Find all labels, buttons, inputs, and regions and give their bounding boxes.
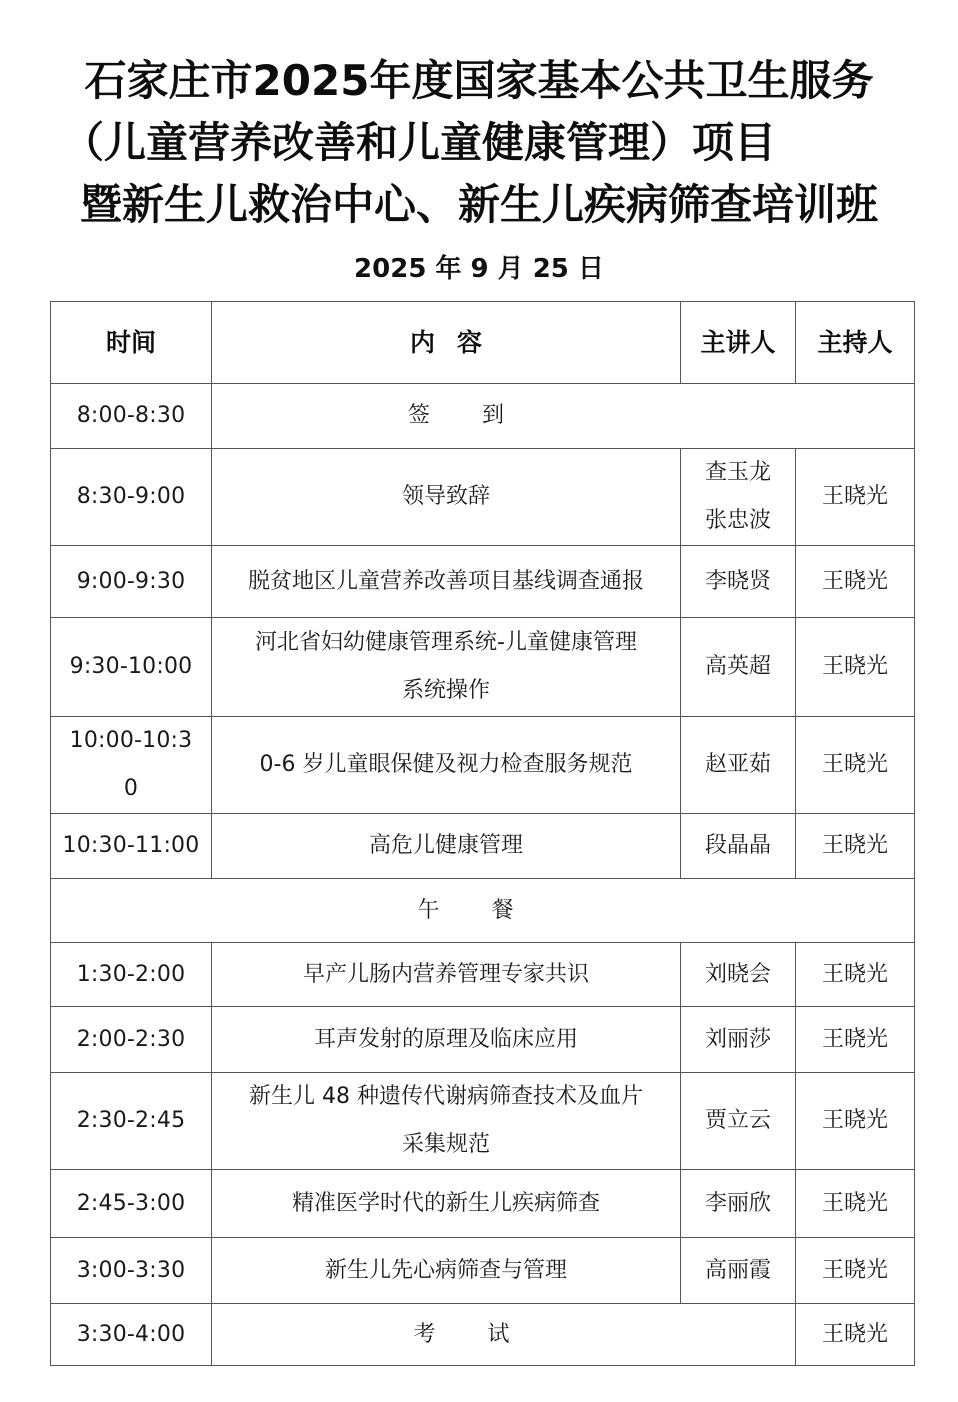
speaker-cell	[681, 449, 796, 546]
lunch-char-2: 餐	[491, 897, 514, 923]
host-cell: 王晓光	[796, 814, 915, 879]
table-row	[51, 1170, 915, 1238]
host-cell: 王晓光	[796, 1170, 915, 1238]
content-cell	[212, 618, 681, 717]
title-line-1: 石家庄市2025年度国家基本公共卫生服务	[84, 56, 874, 105]
exam-char-2: 试	[487, 1321, 510, 1347]
host-cell: 王晓光	[796, 1007, 915, 1073]
speaker-cell: 段晶晶	[681, 814, 796, 879]
header-content-char-1: 内	[409, 327, 435, 357]
speaker-cell: 高丽霞	[681, 1238, 796, 1304]
speaker-cell: 贾立云	[681, 1073, 796, 1170]
time-cell: 2:00-2:30	[51, 1007, 212, 1073]
content-cell: 脱贫地区儿童营养改善项目基线调查通报	[212, 546, 681, 618]
host-cell: 王晓光	[796, 943, 915, 1007]
host-cell: 王晓光	[796, 1304, 915, 1366]
content-cell: 精准医学时代的新生儿疾病筛查	[212, 1170, 681, 1238]
content-line-2: 采集规范	[401, 1132, 490, 1157]
time-cell: 10:30-11:00	[51, 814, 212, 879]
content-char-1: 签	[407, 403, 430, 428]
time-cell: 9:00-9:30	[51, 546, 212, 618]
header-content	[212, 302, 681, 384]
speaker-cell: 高英超	[681, 618, 796, 717]
time-cell: 8:30-9:00	[51, 449, 212, 546]
content-cell-signin	[212, 384, 915, 449]
document-date: 2025 年 9 月 25 日	[354, 254, 604, 284]
title-line-3: 暨新生儿救治中心、新生儿疾病筛查培训班	[79, 180, 878, 229]
time-cell: 2:30-2:45	[51, 1073, 212, 1170]
time-cell: 3:30-4:00	[51, 1304, 212, 1366]
time-cell: 2:45-3:00	[51, 1170, 212, 1238]
lunch-cell	[51, 879, 915, 943]
speaker-name: 查玉龙	[704, 460, 771, 485]
content-cell-exam	[212, 1304, 796, 1366]
speaker-cell: 李晓贤	[681, 546, 796, 618]
header-speaker: 主讲人	[681, 302, 796, 384]
speaker-cell: 刘晓会	[681, 943, 796, 1007]
content-cell: 高危儿健康管理	[212, 814, 681, 879]
table-row	[51, 1238, 915, 1304]
content-cell: 0-6 岁儿童眼保健及视力检查服务规范	[212, 717, 681, 814]
time-cell	[51, 717, 212, 814]
table-row	[51, 717, 915, 814]
host-cell: 王晓光	[796, 1073, 915, 1170]
content-line-2: 系统操作	[401, 678, 490, 703]
time-line-1: 10:00-10:3	[69, 728, 193, 753]
table-row	[51, 618, 915, 717]
host-cell: 王晓光	[796, 618, 915, 717]
table-row-exam	[51, 1304, 915, 1366]
content-cell	[212, 1073, 681, 1170]
content-cell: 新生儿先心病筛查与管理	[212, 1238, 681, 1304]
time-cell: 1:30-2:00	[51, 943, 212, 1007]
table-row	[51, 1073, 915, 1170]
lunch-char-1: 午	[417, 897, 440, 923]
table-row	[51, 814, 915, 879]
speaker-cell: 刘丽莎	[681, 1007, 796, 1073]
host-cell: 王晓光	[796, 717, 915, 814]
host-cell: 王晓光	[796, 449, 915, 546]
content-line-1: 河北省妇幼健康管理系统-儿童健康管理	[255, 630, 637, 655]
speaker-name: 张忠波	[704, 508, 771, 533]
time-cell: 8:00-8:30	[51, 384, 212, 449]
content-cell: 早产儿肠内营养管理专家共识	[212, 943, 681, 1007]
time-line-2: 0	[123, 776, 139, 801]
time-cell: 9:30-10:00	[51, 618, 212, 717]
header-time: 时间	[51, 302, 212, 384]
content-cell: 耳声发射的原理及临床应用	[212, 1007, 681, 1073]
table-row-lunch	[51, 879, 915, 943]
table-row	[51, 449, 915, 546]
table-row	[51, 546, 915, 618]
table-row	[51, 943, 915, 1007]
speaker-cell: 李丽欣	[681, 1170, 796, 1238]
time-cell: 3:00-3:30	[51, 1238, 212, 1304]
header-host: 主持人	[796, 302, 915, 384]
content-cell: 领导致辞	[212, 449, 681, 546]
schedule-table	[50, 301, 915, 1366]
table-row	[51, 384, 915, 449]
header-content-char-2: 容	[457, 327, 483, 357]
table-row	[51, 1007, 915, 1073]
document-title	[0, 50, 958, 236]
table-header-row	[51, 302, 915, 384]
speaker-cell: 赵亚茹	[681, 717, 796, 814]
content-line-1: 新生儿 48 种遗传代谢病筛查技术及血片	[249, 1084, 643, 1109]
exam-char-1: 考	[413, 1321, 436, 1347]
content-char-2: 到	[482, 403, 505, 428]
host-cell: 王晓光	[796, 546, 915, 618]
title-line-2: （儿童营养改善和儿童健康管理）项目	[62, 118, 777, 167]
host-cell: 王晓光	[796, 1238, 915, 1304]
